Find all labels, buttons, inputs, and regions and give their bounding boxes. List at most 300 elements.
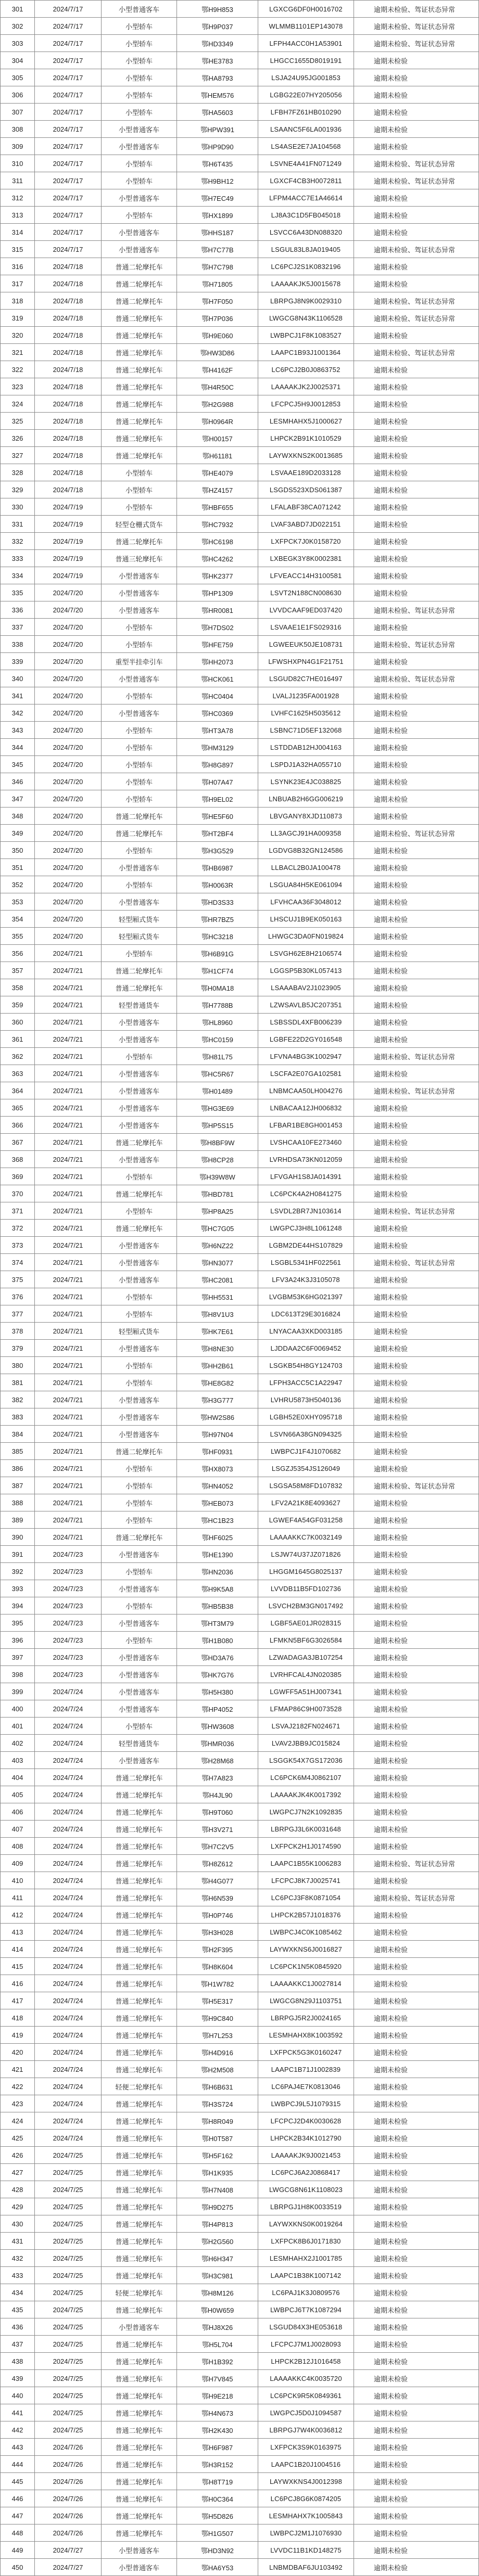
cell-plate-number: 鄂HBD781 (177, 1185, 258, 1202)
cell-reason: 逾期未检验 (354, 756, 479, 773)
cell-date: 2024/7/24 (35, 1855, 102, 1872)
table-row (0, 35, 479, 52)
table-row (0, 1340, 479, 1357)
table-row (0, 1597, 479, 1614)
cell-plate-number: 鄂HMR036 (177, 1735, 258, 1751)
cell-reason: 逾期未检验 (354, 361, 479, 378)
cell-date: 2024/7/25 (35, 2370, 102, 2387)
cell-index: 349 (0, 825, 35, 841)
cell-date: 2024/7/21 (35, 1082, 102, 1099)
cell-vehicle-type: 普通二轮摩托车 (102, 1924, 177, 1940)
table-row (0, 825, 479, 842)
cell-index: 402 (0, 1735, 35, 1751)
cell-reason: 逾期未检验 (354, 790, 479, 807)
cell-reason: 逾期未检验 (354, 773, 479, 790)
cell-date: 2024/7/18 (35, 447, 102, 464)
cell-reason: 逾期未检验 (354, 2181, 479, 2198)
cell-reason: 逾期未检验 (354, 842, 479, 858)
cell-index: 393 (0, 1580, 35, 1597)
cell-vehicle-type: 普通二轮摩托车 (102, 2164, 177, 2181)
cell-reason: 逾期未检验、驾证状态异常 (354, 35, 479, 52)
cell-vehicle-type: 普通二轮摩托车 (102, 1992, 177, 2009)
cell-vin: LSBSSDL4XFB006239 (258, 1014, 354, 1030)
cell-reason: 逾期未检验、驾证状态异常 (354, 18, 479, 34)
cell-vin: LSVT2N188CN008630 (258, 584, 354, 601)
cell-vin: LJDDAA2C6F0069452 (258, 1340, 354, 1356)
table-row (0, 2267, 479, 2284)
table-row (0, 1855, 479, 1872)
cell-plate-number: 鄂H7C77B (177, 241, 258, 258)
cell-vin: LFCPCJ5H9J0012853 (258, 395, 354, 412)
cell-plate-number: 鄂H8Z612 (177, 1855, 258, 1872)
cell-index: 388 (0, 1494, 35, 1511)
cell-plate-number: 鄂HC0404 (177, 687, 258, 704)
table-row (0, 911, 479, 928)
cell-vin: LSBNC71D5EF132068 (258, 722, 354, 738)
table-row (0, 1185, 479, 1202)
cell-reason: 逾期未检验 (354, 1614, 479, 1631)
cell-vehicle-type: 普通二轮摩托车 (102, 808, 177, 824)
cell-plate-number: 鄂HHS187 (177, 224, 258, 240)
cell-index: 396 (0, 1632, 35, 1648)
cell-date: 2024/7/17 (35, 172, 102, 189)
cell-plate-number: 鄂H1B392 (177, 2353, 258, 2369)
cell-plate-number: 鄂HL8960 (177, 1014, 258, 1030)
cell-plate-number: 鄂H97N04 (177, 1426, 258, 1442)
table-row (0, 1546, 479, 1563)
cell-reason: 逾期未检验 (354, 2233, 479, 2249)
cell-index: 371 (0, 1202, 35, 1219)
cell-index: 311 (0, 172, 35, 189)
cell-reason: 逾期未检验 (354, 911, 479, 927)
cell-date: 2024/7/17 (35, 18, 102, 34)
cell-plate-number: 鄂H8G897 (177, 756, 258, 773)
cell-index: 373 (0, 1237, 35, 1253)
cell-plate-number: 鄂H71805 (177, 275, 258, 292)
cell-plate-number: 鄂H4D916 (177, 2044, 258, 2060)
cell-vin: LHGCC1655D8019191 (258, 52, 354, 69)
table-row (0, 1632, 479, 1649)
cell-vehicle-type: 普通二轮摩托车 (102, 1872, 177, 1889)
cell-vin: LWBPCJ6T7K1087294 (258, 2301, 354, 2318)
cell-vehicle-type: 小型轿车 (102, 1202, 177, 1219)
cell-date: 2024/7/21 (35, 1357, 102, 1374)
cell-index: 362 (0, 1048, 35, 1065)
cell-vehicle-type: 普通二轮摩托车 (102, 2147, 177, 2163)
cell-vehicle-type: 普通二轮摩托车 (102, 1889, 177, 1906)
cell-plate-number: 鄂H2F395 (177, 1941, 258, 1957)
cell-date: 2024/7/19 (35, 567, 102, 584)
cell-vin: LGWFF5A51HJ007341 (258, 1683, 354, 1700)
cell-reason: 逾期未检验 (354, 516, 479, 532)
cell-plate-number: 鄂HA6Y53 (177, 2559, 258, 2575)
cell-vehicle-type: 普通二轮摩托车 (102, 2267, 177, 2284)
cell-reason: 逾期未检验 (354, 1529, 479, 1545)
cell-reason: 逾期未检验、驾证状态异常 (354, 1477, 479, 1494)
cell-vin: LAYWXKNS0K0019264 (258, 2215, 354, 2232)
cell-vin: LZWSAVLB5JC207351 (258, 996, 354, 1013)
table-row (0, 859, 479, 876)
cell-vin: LSYNK23E4JC038825 (258, 773, 354, 790)
cell-vehicle-type: 小型普通客车 (102, 1649, 177, 1665)
cell-vin: LESMHAHX8K1003592 (258, 2027, 354, 2043)
cell-plate-number: 鄂H1W782 (177, 1975, 258, 1992)
cell-plate-number: 鄂HF0931 (177, 1443, 258, 1459)
cell-vin: LSGDS523XDS061387 (258, 481, 354, 498)
table-row (0, 2130, 479, 2147)
cell-vin: LVSHCAA10FE273460 (258, 1134, 354, 1150)
cell-plate-number: 鄂H3H028 (177, 1924, 258, 1940)
cell-vehicle-type: 小型轿车 (102, 1374, 177, 1391)
cell-reason: 逾期未检验 (354, 584, 479, 601)
cell-index: 335 (0, 584, 35, 601)
cell-reason: 逾期未检验 (354, 1941, 479, 1957)
cell-vehicle-type: 轻型普通货车 (102, 1735, 177, 1751)
cell-vehicle-type: 普通二轮摩托车 (102, 1906, 177, 1923)
cell-vehicle-type: 小型轿车 (102, 18, 177, 34)
table-row (0, 670, 479, 687)
table-row (0, 1443, 479, 1460)
table-row (0, 310, 479, 327)
cell-date: 2024/7/24 (35, 1889, 102, 1906)
cell-plate-number: 鄂HC4262 (177, 550, 258, 567)
cell-reason: 逾期未检验 (354, 808, 479, 824)
cell-reason: 逾期未检验 (354, 2130, 479, 2146)
cell-date: 2024/7/26 (35, 2473, 102, 2490)
cell-plate-number: 鄂H0T587 (177, 2130, 258, 2146)
cell-index: 447 (0, 2507, 35, 2524)
cell-index: 343 (0, 722, 35, 738)
cell-plate-number: 鄂HD3N92 (177, 2542, 258, 2558)
table-row (0, 1408, 479, 1426)
cell-plate-number: 鄂HP9D90 (177, 138, 258, 155)
cell-date: 2024/7/21 (35, 1271, 102, 1288)
cell-vin: LSGZJ5354JS126049 (258, 1460, 354, 1477)
cell-plate-number: 鄂HR7BZ5 (177, 911, 258, 927)
cell-plate-number: 鄂H28M68 (177, 1752, 258, 1768)
cell-vin: WLMMB1101EP143078 (258, 18, 354, 34)
cell-date: 2024/7/23 (35, 1649, 102, 1665)
table-row (0, 1323, 479, 1340)
cell-reason: 逾期未检验 (354, 2147, 479, 2163)
table-row (0, 2181, 479, 2198)
cell-reason: 逾期未检验 (354, 859, 479, 876)
cell-vin: LWGPCJ3H8L1061248 (258, 1220, 354, 1236)
cell-date: 2024/7/17 (35, 1, 102, 17)
cell-plate-number: 鄂H61181 (177, 447, 258, 464)
cell-reason: 逾期未检验 (354, 1117, 479, 1133)
cell-plate-number: 鄂H0W659 (177, 2301, 258, 2318)
cell-index: 347 (0, 790, 35, 807)
cell-vehicle-type: 普通二轮摩托车 (102, 962, 177, 979)
cell-plate-number: 鄂H8NE30 (177, 1340, 258, 1356)
cell-vin: LESMHAHX5J1000627 (258, 413, 354, 429)
cell-date: 2024/7/18 (35, 361, 102, 378)
cell-plate-number: 鄂H8M126 (177, 2284, 258, 2301)
cell-reason: 逾期未检验、驾证状态异常 (354, 1202, 479, 1219)
cell-date: 2024/7/17 (35, 207, 102, 223)
cell-vehicle-type: 小型轿车 (102, 945, 177, 962)
cell-vehicle-type: 普通二轮摩托车 (102, 2061, 177, 2078)
cell-date: 2024/7/25 (35, 2284, 102, 2301)
cell-date: 2024/7/24 (35, 1958, 102, 1975)
cell-date: 2024/7/21 (35, 979, 102, 996)
cell-plate-number: 鄂HB6987 (177, 859, 258, 876)
cell-reason: 逾期未检验 (354, 2370, 479, 2387)
cell-reason: 逾期未检验 (354, 722, 479, 738)
cell-date: 2024/7/25 (35, 2318, 102, 2335)
cell-vin: LBRPGJ8N9K0029310 (258, 292, 354, 309)
cell-reason: 逾期未检验、驾证状态异常 (354, 1889, 479, 1906)
cell-reason: 逾期未检验 (354, 86, 479, 103)
cell-vehicle-type: 普通二轮摩托车 (102, 1941, 177, 1957)
cell-vehicle-type: 小型轿车 (102, 35, 177, 52)
cell-vehicle-type: 普通二轮摩托车 (102, 1786, 177, 1803)
cell-reason: 逾期未检验 (354, 1323, 479, 1339)
table-row (0, 241, 479, 258)
cell-index: 423 (0, 2095, 35, 2112)
table-row (0, 1735, 479, 1752)
cell-plate-number: 鄂HE3783 (177, 52, 258, 69)
cell-vehicle-type: 重型半挂牵引车 (102, 653, 177, 670)
cell-date: 2024/7/21 (35, 1408, 102, 1425)
cell-date: 2024/7/23 (35, 1614, 102, 1631)
cell-vehicle-type: 轻型厢式货车 (102, 1323, 177, 1339)
table-row (0, 2524, 479, 2542)
cell-date: 2024/7/21 (35, 1048, 102, 1065)
table-row (0, 2078, 479, 2095)
cell-reason: 逾期未检验 (354, 1786, 479, 1803)
cell-vehicle-type: 小型普通客车 (102, 1065, 177, 1082)
table-row (0, 2370, 479, 2387)
cell-vin: LFCPCJ2D4K0030628 (258, 2112, 354, 2129)
cell-date: 2024/7/21 (35, 1288, 102, 1305)
cell-plate-number: 鄂HC3218 (177, 928, 258, 944)
table-row (0, 1426, 479, 1443)
cell-date: 2024/7/18 (35, 344, 102, 361)
table-row (0, 481, 479, 498)
cell-index: 443 (0, 2439, 35, 2455)
cell-reason: 逾期未检验 (354, 1924, 479, 1940)
cell-date: 2024/7/19 (35, 550, 102, 567)
cell-reason: 逾期未检验 (354, 1185, 479, 1202)
cell-vin: LSVDL2BR7JN103614 (258, 1202, 354, 1219)
cell-reason: 逾期未检验 (354, 533, 479, 549)
table-row (0, 1220, 479, 1237)
cell-reason: 逾期未检验 (354, 2078, 479, 2095)
cell-plate-number: 鄂HP4052 (177, 1700, 258, 1717)
cell-vin: LC6PCJ3F8K0871054 (258, 1889, 354, 1906)
cell-vin: LAAAAKKC7K0032149 (258, 1529, 354, 1545)
cell-plate-number: 鄂HH5531 (177, 1288, 258, 1305)
cell-plate-number: 鄂HA5603 (177, 104, 258, 120)
cell-reason: 逾期未检验 (354, 104, 479, 120)
cell-index: 432 (0, 2250, 35, 2266)
cell-date: 2024/7/17 (35, 241, 102, 258)
cell-vin: LGXCG6DF0H0016702 (258, 1, 354, 17)
cell-vin: LAAAAKKC4K0035720 (258, 2370, 354, 2387)
cell-plate-number: 鄂H6F987 (177, 2439, 258, 2455)
cell-index: 333 (0, 550, 35, 567)
cell-date: 2024/7/23 (35, 1546, 102, 1562)
cell-date: 2024/7/24 (35, 1803, 102, 1820)
table-row (0, 1151, 479, 1168)
cell-index: 421 (0, 2061, 35, 2078)
cell-index: 375 (0, 1271, 35, 1288)
cell-index: 357 (0, 962, 35, 979)
table-row (0, 1906, 479, 1924)
cell-reason: 逾期未检验 (354, 2473, 479, 2490)
cell-date: 2024/7/20 (35, 876, 102, 893)
cell-vin: LVVDB11B5FD102736 (258, 1580, 354, 1597)
cell-index: 332 (0, 533, 35, 549)
cell-index: 380 (0, 1357, 35, 1374)
cell-vehicle-type: 普通三轮摩托车 (102, 550, 177, 567)
cell-reason: 逾期未检验 (354, 1735, 479, 1751)
cell-date: 2024/7/21 (35, 1511, 102, 1528)
cell-index: 400 (0, 1700, 35, 1717)
table-row (0, 1048, 479, 1065)
cell-index: 439 (0, 2370, 35, 2387)
cell-vehicle-type: 小型普通客车 (102, 584, 177, 601)
cell-plate-number: 鄂HP8A25 (177, 1202, 258, 1219)
cell-date: 2024/7/21 (35, 1202, 102, 1219)
cell-date: 2024/7/18 (35, 395, 102, 412)
cell-plate-number: 鄂HC2081 (177, 1271, 258, 1288)
cell-index: 415 (0, 1958, 35, 1975)
cell-vehicle-type: 小型轿车 (102, 739, 177, 755)
table-row (0, 1803, 479, 1821)
cell-vin: LVHRU5873H5040136 (258, 1391, 354, 1408)
cell-vehicle-type: 普通二轮摩托车 (102, 2370, 177, 2387)
cell-vin: LFMKN5BF6G3026584 (258, 1632, 354, 1648)
cell-reason: 逾期未检验 (354, 1031, 479, 1047)
cell-reason: 逾期未检验 (354, 2027, 479, 2043)
cell-vehicle-type: 小型普通客车 (102, 224, 177, 240)
cell-vehicle-type: 普通二轮摩托车 (102, 378, 177, 395)
cell-date: 2024/7/26 (35, 2524, 102, 2541)
cell-index: 361 (0, 1031, 35, 1047)
cell-vehicle-type: 小型轿车 (102, 1563, 177, 1580)
cell-vehicle-type: 小型轿车 (102, 1718, 177, 1734)
cell-date: 2024/7/24 (35, 1700, 102, 1717)
table-row (0, 567, 479, 584)
cell-index: 448 (0, 2524, 35, 2541)
cell-vin: LAAAAKJK5J0015678 (258, 275, 354, 292)
cell-index: 340 (0, 670, 35, 687)
cell-date: 2024/7/24 (35, 1941, 102, 1957)
cell-date: 2024/7/21 (35, 1443, 102, 1459)
cell-index: 430 (0, 2215, 35, 2232)
cell-date: 2024/7/20 (35, 842, 102, 858)
cell-vin: LVHFC1625H5035612 (258, 704, 354, 721)
cell-plate-number: 鄂H9E218 (177, 2387, 258, 2404)
cell-plate-number: 鄂HJ8X26 (177, 2318, 258, 2335)
cell-date: 2024/7/17 (35, 121, 102, 137)
cell-vin: LGGSP5B30KL057413 (258, 962, 354, 979)
cell-reason: 逾期未检验 (354, 464, 479, 481)
cell-reason: 逾期未检验 (354, 2009, 479, 2026)
cell-reason: 逾期未检验 (354, 653, 479, 670)
table-row (0, 1992, 479, 2009)
cell-vin: LAAPC1B20J1004516 (258, 2456, 354, 2472)
cell-date: 2024/7/21 (35, 945, 102, 962)
cell-vehicle-type: 轻型普通货车 (102, 996, 177, 1013)
table-row (0, 773, 479, 790)
table-row (0, 138, 479, 155)
cell-plate-number: 鄂HH2073 (177, 653, 258, 670)
cell-vehicle-type: 小型轿车 (102, 207, 177, 223)
cell-date: 2024/7/21 (35, 1168, 102, 1185)
cell-vehicle-type: 小型普通客车 (102, 2542, 177, 2558)
cell-plate-number: 鄂HD3349 (177, 35, 258, 52)
cell-plate-number: 鄂H9BH12 (177, 172, 258, 189)
cell-vehicle-type: 普通二轮摩托车 (102, 2130, 177, 2146)
cell-vehicle-type: 小型轿车 (102, 104, 177, 120)
cell-vehicle-type: 小型普通客车 (102, 1099, 177, 1116)
cell-vehicle-type: 小型轿车 (102, 1048, 177, 1065)
cell-date: 2024/7/25 (35, 2181, 102, 2198)
cell-vin: LVRHDSA73KN012059 (258, 1151, 354, 1168)
cell-date: 2024/7/17 (35, 104, 102, 120)
cell-index: 345 (0, 756, 35, 773)
table-row (0, 1357, 479, 1374)
cell-vin: LFPM4ACC7E1A46614 (258, 189, 354, 206)
cell-plate-number: 鄂H4P813 (177, 2215, 258, 2232)
cell-vehicle-type: 普通二轮摩托车 (102, 2095, 177, 2112)
cell-reason: 逾期未检验 (354, 2284, 479, 2301)
cell-plate-number: 鄂H6NZ22 (177, 1237, 258, 1253)
cell-plate-number: 鄂H7L253 (177, 2027, 258, 2043)
cell-vin: LXBEGK3Y8K0002381 (258, 550, 354, 567)
cell-plate-number: 鄂HW2S86 (177, 1408, 258, 1425)
table-row (0, 1065, 479, 1082)
cell-plate-number: 鄂HT2BF4 (177, 825, 258, 841)
cell-reason: 逾期未检验 (354, 704, 479, 721)
cell-vehicle-type: 普通二轮摩托车 (102, 2336, 177, 2352)
cell-vehicle-type: 小型普通客车 (102, 1426, 177, 1442)
cell-vehicle-type: 小型普通客车 (102, 1546, 177, 1562)
cell-index: 428 (0, 2181, 35, 2198)
cell-index: 330 (0, 498, 35, 515)
table-row (0, 1168, 479, 1185)
cell-vin: LGBM2DE44HS107829 (258, 1237, 354, 1253)
table-row (0, 361, 479, 378)
cell-date: 2024/7/25 (35, 2353, 102, 2369)
table-row (0, 979, 479, 996)
cell-index: 370 (0, 1185, 35, 1202)
cell-plate-number: 鄂H9E060 (177, 327, 258, 343)
cell-reason: 逾期未检验 (354, 2542, 479, 2558)
cell-reason: 逾期未检验 (354, 2336, 479, 2352)
cell-plate-number: 鄂HK7G76 (177, 1666, 258, 1683)
cell-date: 2024/7/27 (35, 2542, 102, 2558)
table-row (0, 1941, 479, 1958)
table-row (0, 498, 479, 516)
cell-reason: 逾期未检验 (354, 1408, 479, 1425)
cell-vehicle-type: 小型轿车 (102, 1288, 177, 1305)
cell-index: 395 (0, 1614, 35, 1631)
cell-reason: 逾期未检验 (354, 1718, 479, 1734)
cell-vin: LVAV2JBB9JC015824 (258, 1735, 354, 1751)
cell-index: 369 (0, 1168, 35, 1185)
cell-plate-number: 鄂HE4079 (177, 464, 258, 481)
cell-plate-number: 鄂H9H853 (177, 1, 258, 17)
table-row (0, 258, 479, 275)
cell-date: 2024/7/21 (35, 1134, 102, 1150)
cell-vin: LS4ASE2E7JA104568 (258, 138, 354, 155)
cell-plate-number: 鄂HK7E61 (177, 1323, 258, 1339)
